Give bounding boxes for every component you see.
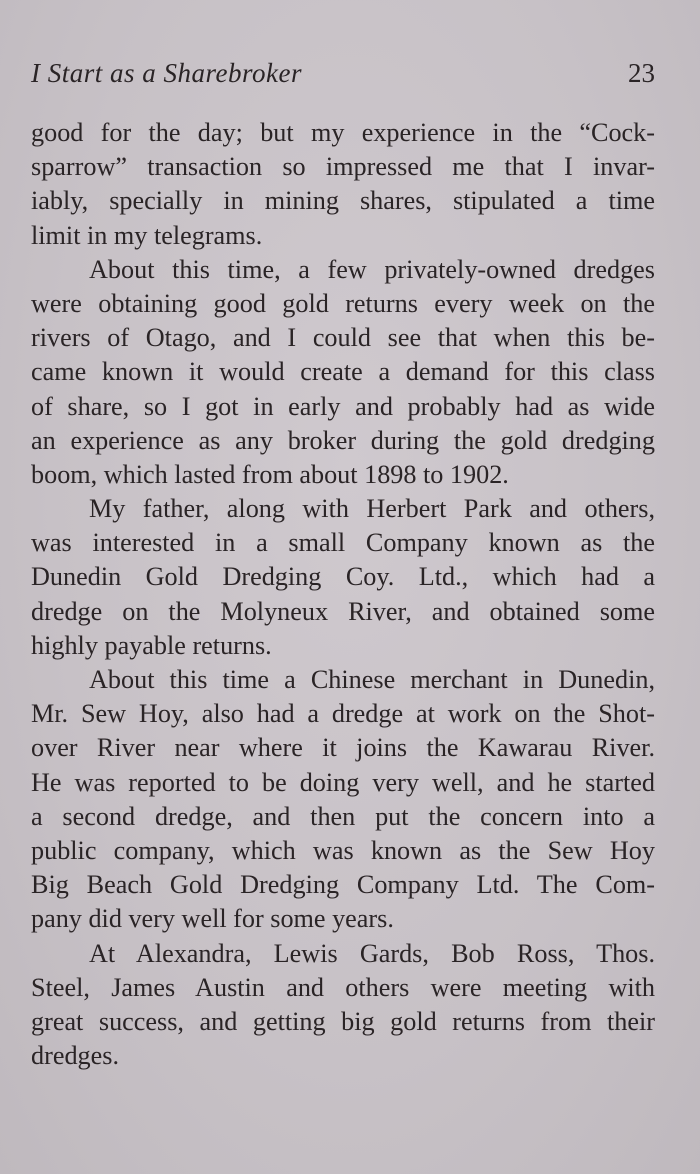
text-line: dredges. [31,1041,119,1071]
paragraph [31,116,655,253]
text-line: was interested in a small Company known as the [31,528,655,558]
text-line: At Alexandra, Lewis Gards, Bob Ross, Thos. [89,938,655,968]
text-line: iably, specially in mining shares, stipulated a time [31,186,655,216]
text-line: About this time, a few privately-owned dredges [89,254,655,284]
text-line: About this time a Chinese merchant in Dunedin, [89,665,655,694]
text-line: a second dredge, and then put the concern into a [31,801,655,831]
text-line: He was reported to be doing very well, and he started [31,767,655,797]
text-line: good for the day; but my experience in the “Cock- [31,118,655,147]
text-line: were obtaining good gold returns every week on the [31,288,655,318]
paragraph [31,937,655,1074]
text-line: highly payable returns. [31,630,272,660]
text-line: Dunedin Gold Dredging Coy. Ltd., which had a [31,562,655,592]
text-line: dredge on the Molyneux River, and obtained some [31,596,655,626]
page-header [31,58,655,98]
paragraph [31,492,655,663]
text-line: limit in my telegrams. [31,220,263,250]
paragraph [31,663,655,937]
text-line: My father, along with Herbert Park and others, [89,494,655,524]
text-line: sparrow” transaction so impressed me that I invar- [31,152,655,182]
text-line: over River near where it joins the Kawarau River. [31,733,655,763]
text-line: pany did very well for some years. [31,904,394,934]
paragraph [31,253,655,492]
text-line: Steel, James Austin and others were meeting with [31,972,655,1002]
text-line: came known it would create a demand for this class [31,357,655,387]
text-line: an experience as any broker during the gold dredging [31,425,655,455]
text-line: public company, which was known as the Sew Hoy [31,835,655,865]
body-text [31,116,655,1073]
text-line: boom, which lasted from about 1898 to 1902. [31,459,509,489]
page-number: 23 [628,58,655,88]
text-line: of share, so I got in early and probably had as wide [31,391,655,421]
text-line: great success, and getting big gold returns from their [31,1006,655,1036]
text-line: Big Beach Gold Dredging Company Ltd. The Com- [31,870,655,900]
text-line: Mr. Sew Hoy, also had a dredge at work on the Shot- [31,699,655,729]
running-head: I Start as a Sharebroker [31,58,302,88]
text-line: rivers of Otago, and I could see that when this be- [31,323,655,353]
